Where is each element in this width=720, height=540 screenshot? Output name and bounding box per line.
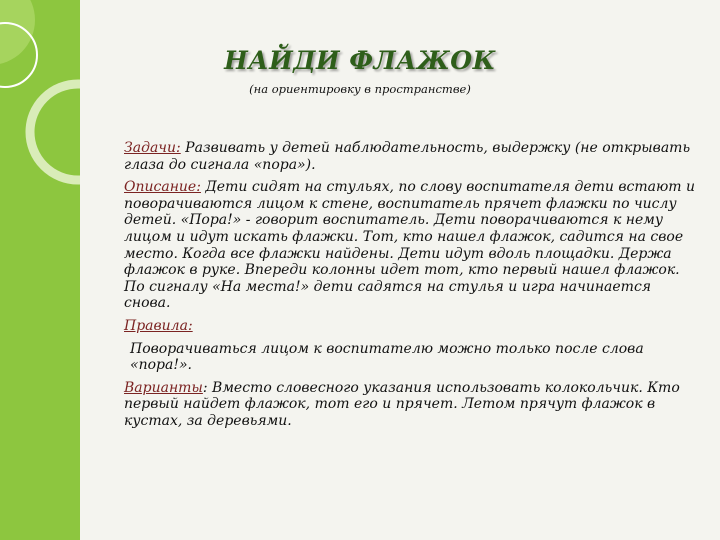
decorative-ring	[30, 84, 80, 180]
page-title: НАЙДИ ФЛАЖОК	[224, 46, 496, 75]
tasks-heading: Задачи:	[124, 140, 181, 156]
rules-heading: Правила:	[124, 317, 193, 334]
description-heading: Описание:	[124, 179, 201, 196]
rules-heading-paragraph	[124, 318, 698, 335]
variants-text: : Вместо словесного указания использовать колокольчик. Кто первый найдет флажок, тот его и прячет. Летом прячут флажок в кустах, за деревьями.	[124, 379, 680, 429]
decorative-sidebar	[0, 0, 80, 540]
description-paragraph	[124, 179, 698, 312]
variants-paragraph	[124, 380, 698, 430]
decorative-circles	[0, 0, 80, 540]
rules-paragraph: Поворачиваться лицом к воспитателю можно только после слова «пора!».	[130, 340, 644, 374]
tasks-text: Развивать у детей наблюдательность, выдержку (не открывать глаза до сигнала «пора»).	[124, 140, 691, 173]
page-subtitle: (на ориентировку в пространстве)	[249, 82, 471, 96]
tasks-paragraph	[124, 140, 698, 173]
description-text: Дети сидят на стульях, по слову воспитателя дети встают и поворачиваются лицом к стене, воспитатель прячет флажки по числу детей. «Пора!» - говорит воспитатель. Дети поворачиваются к нему лицом и идут искать флажки. Тот, кто нашел флажок, садится на свое место. Когда все флажки найдены. Дети идут вдоль площадки. Держа флажок в руке. Впереди колонны идет тот, кто первый нашел флажок. По сигналу «На места!» дети садятся на стулья и игра начинается снова.	[124, 179, 696, 312]
document-body	[124, 140, 698, 436]
variants-heading: Варианты	[124, 379, 203, 396]
